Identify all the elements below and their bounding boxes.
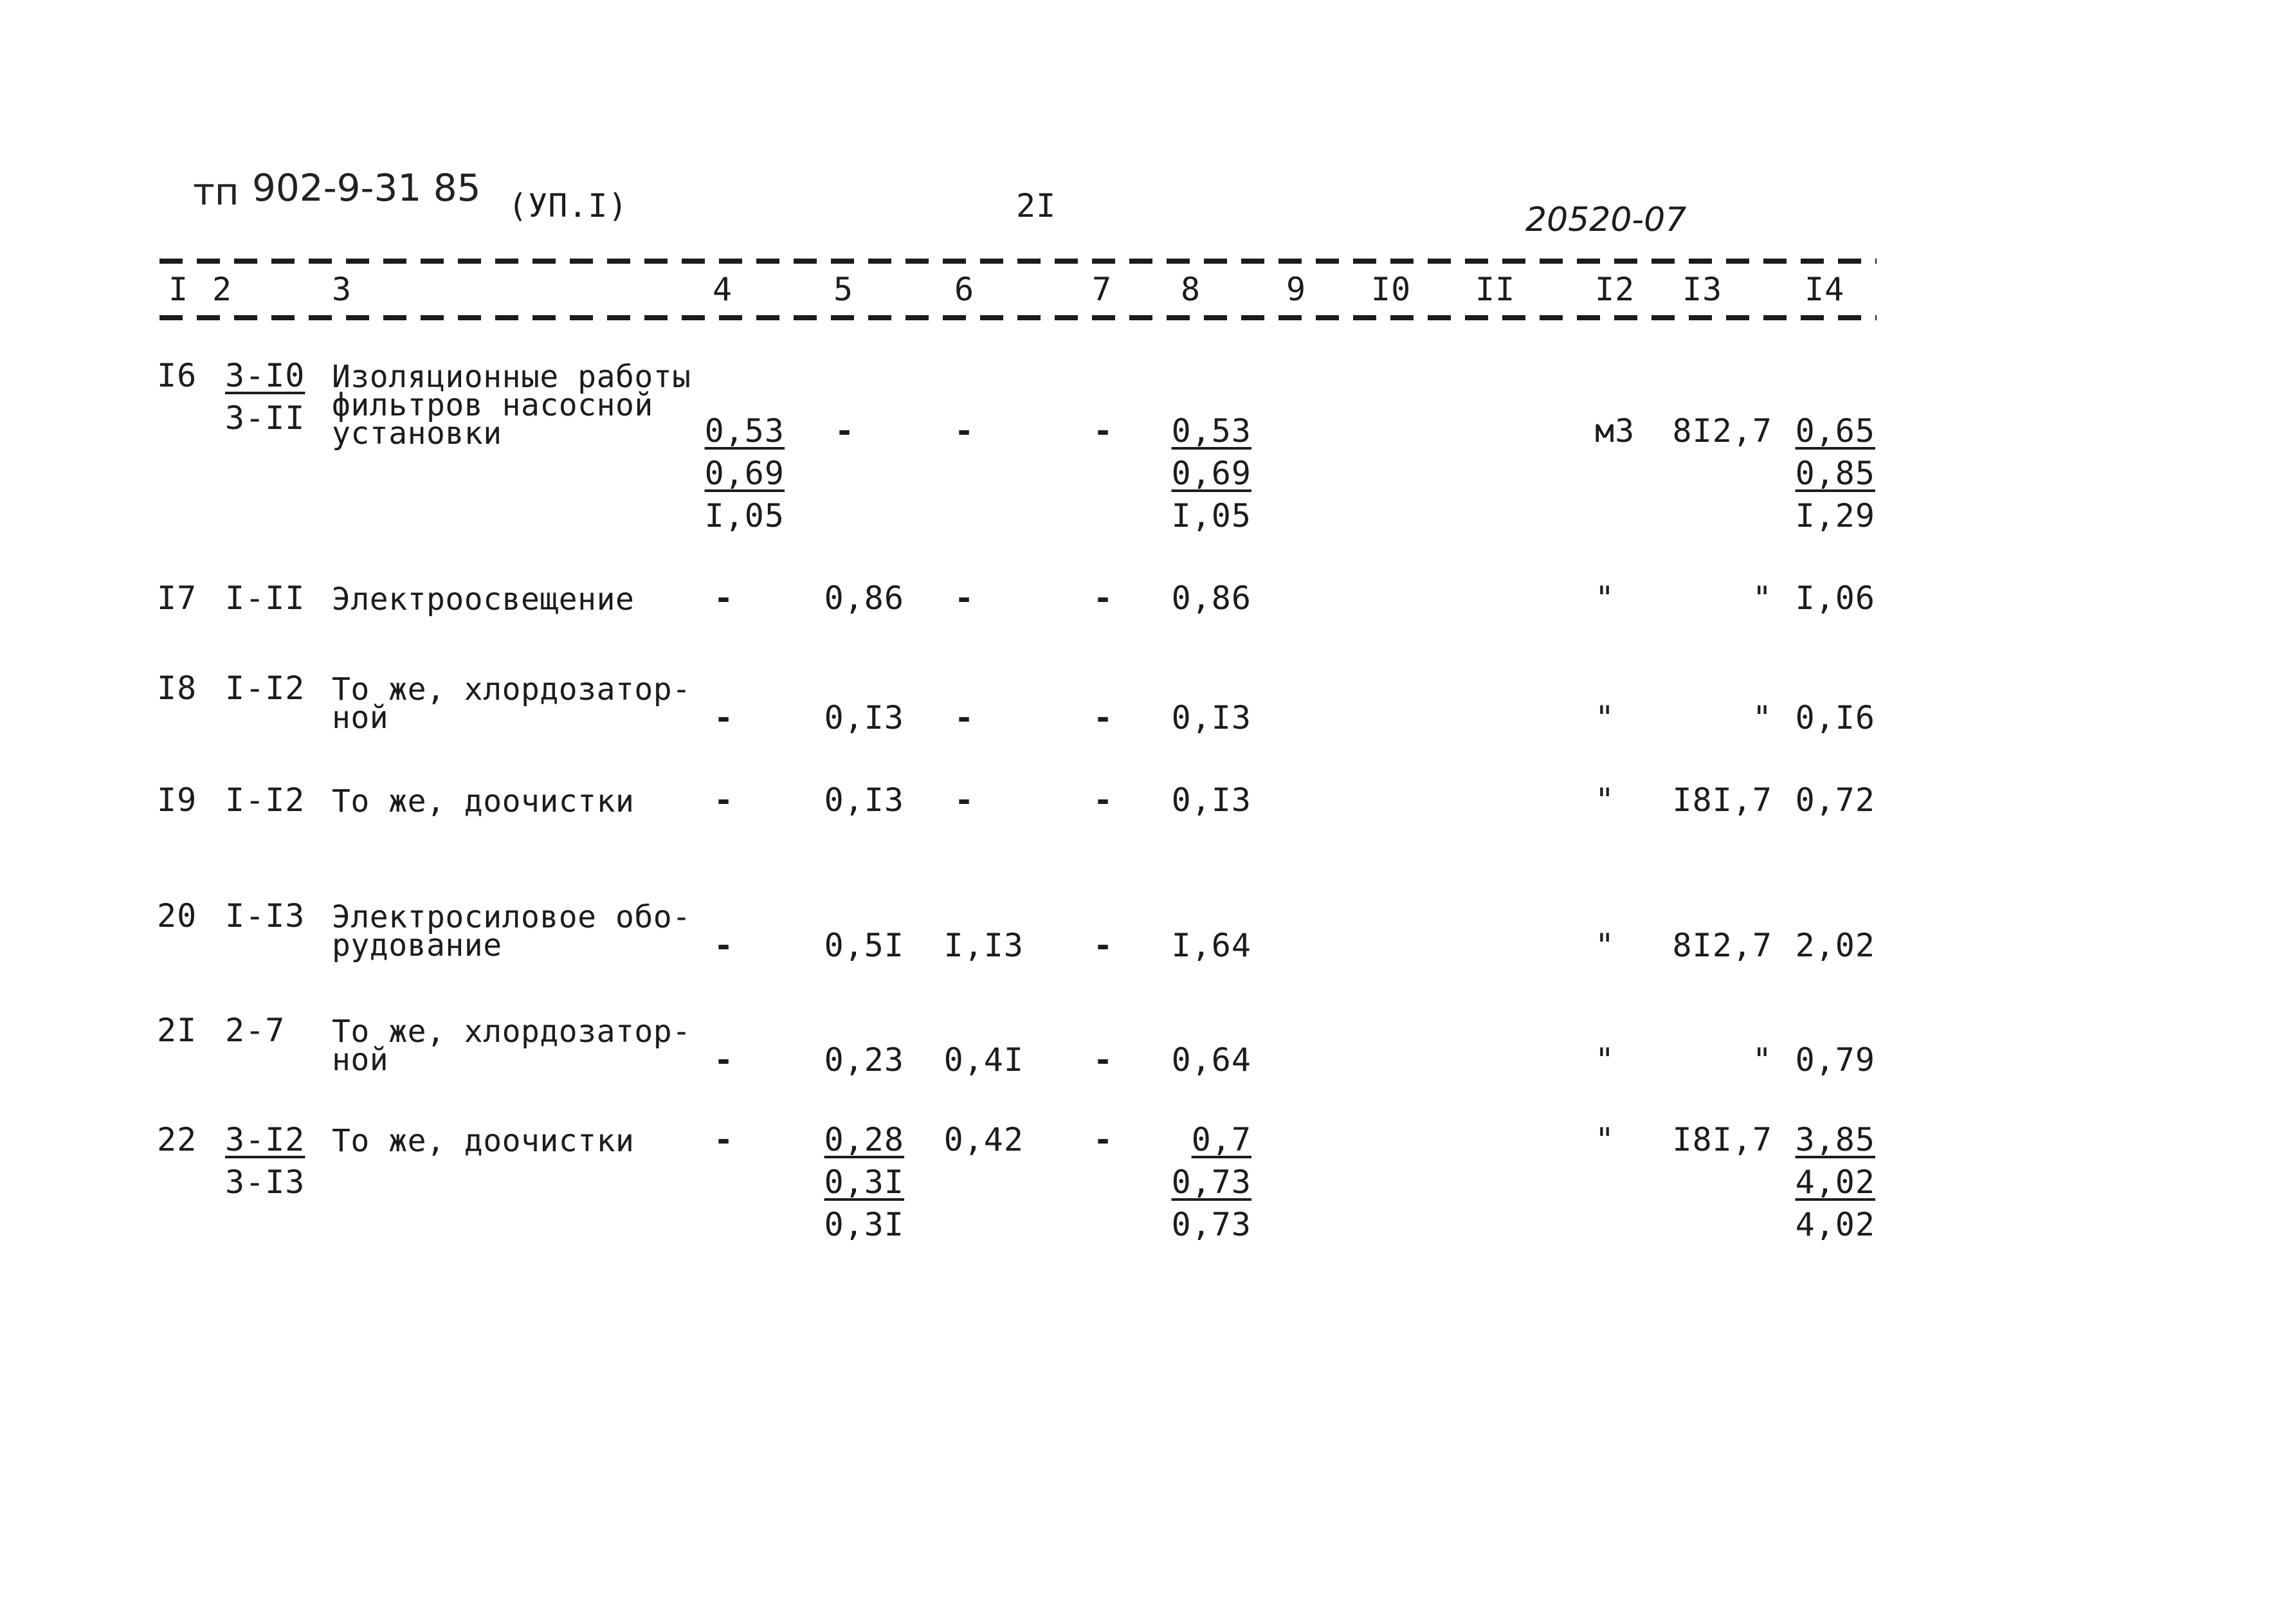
cell-c4-dash: - [714,579,734,617]
row-description: То же, хлордозатор- [332,1014,691,1050]
cell-c14: 0,I6 [1795,699,1875,736]
doc-prefix: тп [193,170,239,214]
row-code: I-I2 [225,781,305,819]
cell-unit: " [1595,927,1615,964]
row-code-secondary: 3-II [225,399,305,437]
cell-c14: 3,85 [1795,1121,1875,1158]
cell-c6-dash: - [954,781,975,819]
column-number-7: 7 [1092,271,1113,308]
cell-c5: 0,I3 [824,781,904,819]
column-number-13: I3 [1682,271,1723,308]
cell-c14: 4,02 [1795,1163,1875,1201]
row-description: рудование [332,927,502,963]
doc-suffix: (УП.I) [508,187,628,224]
column-number-12: I2 [1595,271,1635,308]
cell-c4-dash: - [714,1041,734,1079]
row-number: 20 [157,897,197,935]
cell-c8: 0,86 [1171,579,1251,617]
cell-c13: I8I,7 [1672,781,1772,819]
header-rule-bottom [159,315,1877,320]
row-code-secondary: 3-I3 [225,1163,305,1201]
cell-c5: 0,86 [824,579,904,617]
cell-c14: 0,85 [1795,455,1875,492]
doc-number: 902-9-31 85 [252,166,481,210]
cell-c8: 0,69 [1171,455,1251,492]
sheet-code: 20520-07 [1525,201,1687,239]
page-number: 2I [1016,187,1057,224]
row-description: То же, хлордозатор- [332,671,691,707]
cell-unit: " [1595,579,1615,617]
cell-c7-dash: - [1093,579,1114,617]
cell-c7-dash: - [1093,781,1114,819]
column-number-3: 3 [332,271,352,308]
row-description: ной [332,1042,389,1078]
cell-c7-dash: - [1093,927,1114,964]
cell-c8: 0,I3 [1171,781,1251,819]
cell-c8: 0,7 [1191,1121,1251,1158]
cell-c5: 0,3I [824,1163,904,1201]
cell-c6-dash: - [954,579,975,617]
row-code: I-II [225,579,305,617]
column-number-4: 4 [713,271,733,308]
cell-c5-dash: - [835,412,855,450]
cell-c5: 0,5I [824,927,904,964]
cell-c6: 0,42 [943,1121,1024,1158]
row-number: I6 [157,357,197,394]
cell-c5: 0,28 [824,1121,904,1158]
cell-c4: 0,69 [704,455,785,492]
cell-c4: 0,53 [704,412,785,450]
row-description: То же, доочистки [332,783,635,819]
cell-c8: 0,73 [1171,1163,1251,1201]
cell-unit: " [1595,1121,1615,1158]
column-number-1: I [168,271,189,308]
cell-c14: 0,65 [1795,412,1875,450]
cell-c6-dash: - [954,412,975,450]
cell-unit: " [1595,699,1615,736]
cell-c8: 0,73 [1171,1206,1251,1243]
cell-c13: 8I2,7 [1672,927,1772,964]
row-number: I9 [157,781,197,819]
cell-c4-dash: - [714,699,734,736]
cell-c7-dash: - [1093,1041,1114,1079]
cell-c13: " [1752,1041,1772,1079]
cell-c13: " [1752,699,1772,736]
cell-c4-dash: - [714,1121,734,1158]
cell-c6: 0,4I [943,1041,1024,1079]
cell-c14: 2,02 [1795,927,1875,964]
cell-c14: 0,79 [1795,1041,1875,1079]
cell-unit: " [1595,781,1615,819]
cell-c8: 0,64 [1171,1041,1251,1079]
cell-c6: I,I3 [943,927,1024,964]
cell-unit: м3 [1595,412,1635,450]
row-number: 2I [157,1012,197,1049]
cell-c13: 8I2,7 [1672,412,1772,450]
cell-c14: 4,02 [1795,1206,1875,1243]
row-description: Изоляционные работы [332,359,691,395]
cell-c14: 0,72 [1795,781,1875,819]
row-number: 22 [157,1121,197,1158]
cell-c4: I,05 [704,497,785,534]
column-number-5: 5 [833,271,854,308]
column-number-8: 8 [1181,271,1201,308]
cell-c14: I,06 [1795,579,1875,617]
header-rule-top [159,259,1877,264]
cell-c14: I,29 [1795,497,1875,534]
cell-unit: " [1595,1041,1615,1079]
cell-c8: I,64 [1171,927,1251,964]
row-description: То же, доочистки [332,1123,635,1159]
cell-c8: 0,53 [1171,412,1251,450]
column-number-11: II [1475,271,1516,308]
column-number-9: 9 [1286,271,1307,308]
cell-c6-dash: - [954,699,975,736]
row-description: установки [332,415,502,452]
cell-c8: 0,I3 [1171,699,1251,736]
cell-c7-dash: - [1093,699,1114,736]
row-description: ной [332,700,389,736]
cell-c4-dash: - [714,927,734,964]
row-description: Электросиловое обо- [332,899,691,935]
row-code: I-I3 [225,897,305,935]
cell-c8: I,05 [1171,497,1251,534]
cell-c7-dash: - [1093,412,1114,450]
cell-c5: 0,3I [824,1206,904,1243]
row-code: 3-I2 [225,1121,305,1158]
column-number-6: 6 [954,271,975,308]
cell-c13: I8I,7 [1672,1121,1772,1158]
row-number: I7 [157,579,197,617]
row-description: Электроосвещение [332,581,635,617]
column-number-14: I4 [1805,271,1845,308]
row-description: фильтров насосной [332,387,653,423]
cell-c7-dash: - [1093,1121,1114,1158]
row-code: I-I2 [225,670,305,707]
row-number: I8 [157,670,197,707]
cell-c5: 0,I3 [824,699,904,736]
cell-c5: 0,23 [824,1041,904,1079]
row-code: 3-I0 [225,357,305,394]
column-number-2: 2 [212,271,233,308]
cell-c4-dash: - [714,781,734,819]
row-code: 2-7 [225,1012,286,1049]
column-number-10: I0 [1371,271,1412,308]
cell-c13: " [1752,579,1772,617]
